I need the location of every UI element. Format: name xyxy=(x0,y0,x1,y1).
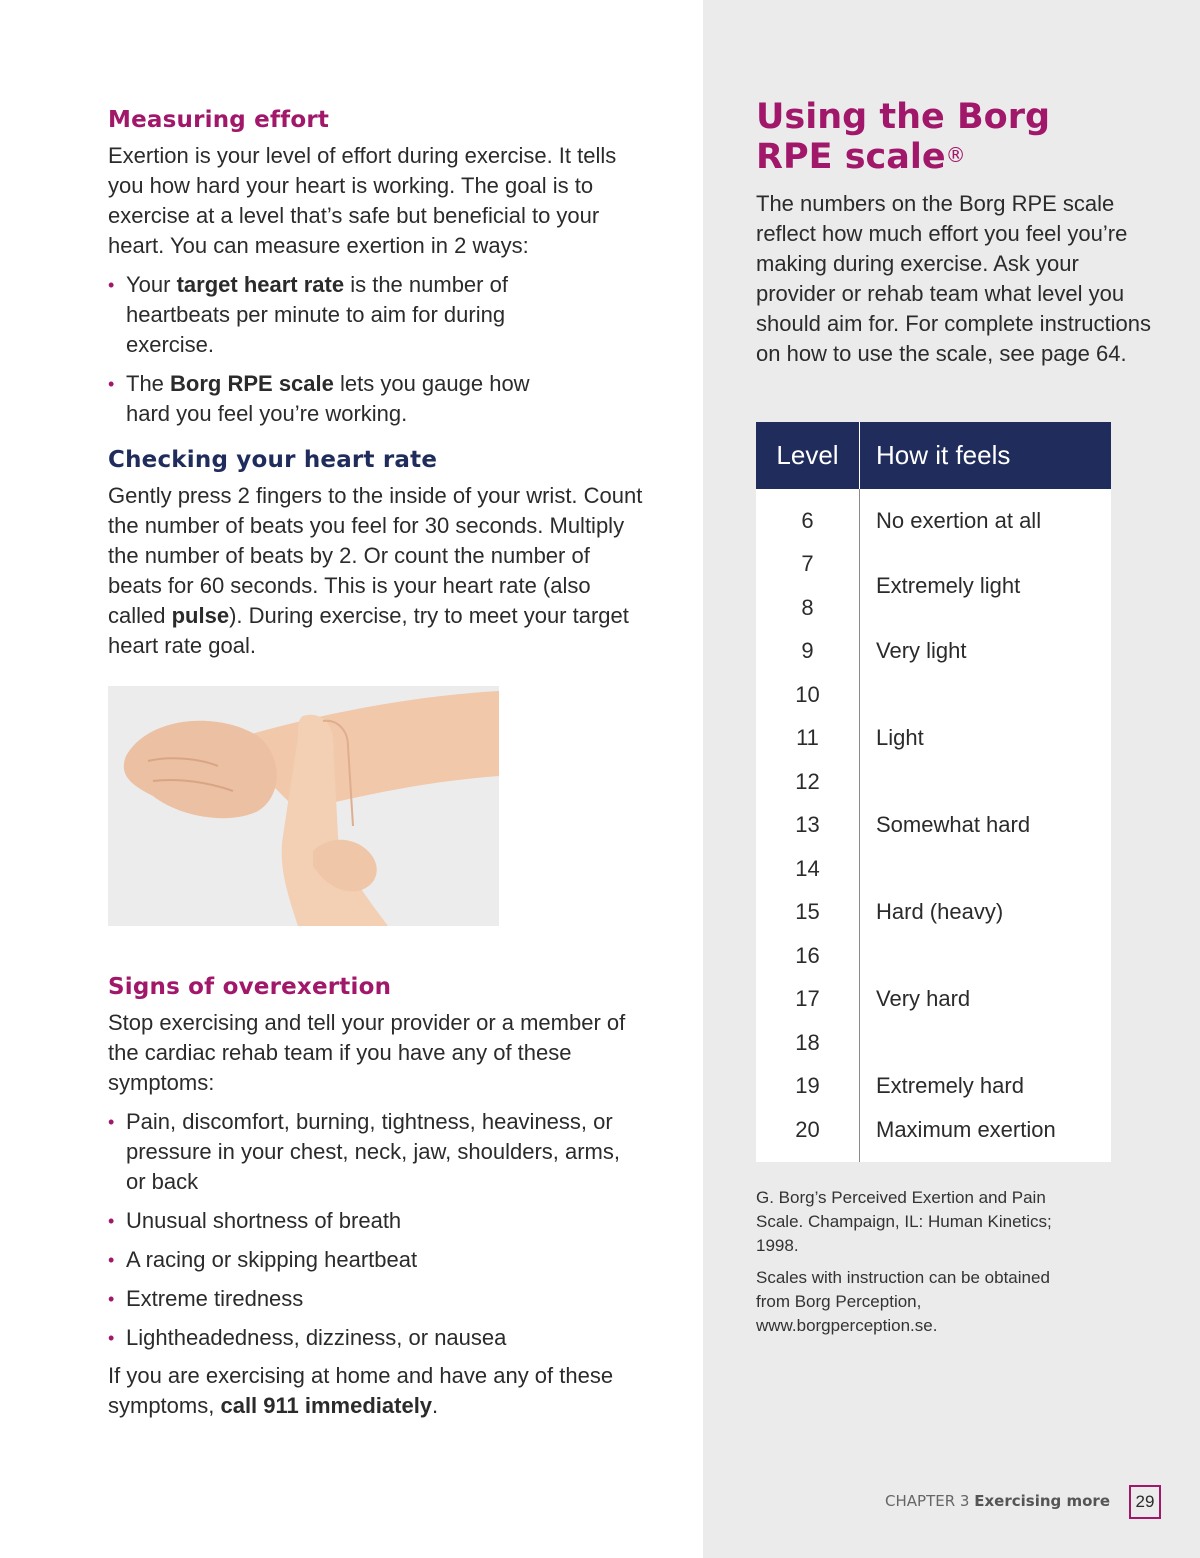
feeling-cell: Maximum exertion xyxy=(876,1117,1056,1142)
checking-heart-rate-text: Gently press 2 fingers to the inside of your wrist. Count the number of beats you feel for 30 seconds. Multiply the number of beats by 2. Or count the number of beats for 60 seconds. This is your heart rate (also called pulse). During exercise, try to meet your target heart rate goal. xyxy=(108,483,643,658)
level-cell: 19 xyxy=(795,1073,820,1098)
borg-rpe-table xyxy=(756,422,1111,1162)
checking-heart-rate-heading: Checking your heart rate xyxy=(108,447,438,473)
borg-scale-title: Using the Borg RPE scale® xyxy=(756,97,1051,177)
table-body xyxy=(756,489,1111,1162)
bullet-icon: • xyxy=(108,275,115,295)
feeling-cell: No exertion at all xyxy=(876,508,1042,533)
feeling-column-header: How it feels xyxy=(876,440,1011,470)
bullet-icon: • xyxy=(108,1211,115,1231)
list-item: • Your target heart rate is the number of heartbeats per minute to aim for during exercise. xyxy=(108,272,508,357)
registered-mark: ® xyxy=(945,143,966,167)
page-footer xyxy=(885,1492,1110,1510)
feeling-cell: Somewhat hard xyxy=(876,812,1031,837)
feeling-cell: Light xyxy=(876,725,924,750)
level-cell: 15 xyxy=(795,899,820,924)
citation xyxy=(756,1186,1056,1346)
level-cell: 10 xyxy=(795,682,820,707)
level-cell: 12 xyxy=(795,769,820,794)
right-column xyxy=(756,97,1151,369)
page-number: 29 xyxy=(1129,1485,1161,1519)
level-cell: 9 xyxy=(801,638,814,663)
level-cell: 13 xyxy=(795,812,820,837)
bullet-icon: • xyxy=(108,1112,115,1132)
list-item: • A racing or skipping heartbeat xyxy=(108,1245,648,1275)
exertion-methods-list xyxy=(108,270,648,429)
level-cell: 20 xyxy=(795,1117,820,1142)
level-cell: 11 xyxy=(796,725,819,750)
measuring-effort-heading: Measuring effort xyxy=(108,107,330,133)
borg-scale-intro: The numbers on the Borg RPE scale reflect how much effort you feel you’re making during exercise. Ask your provider or rehab team what level you should aim for. For complete instructions on how to use the scale, see page 64. xyxy=(756,191,1151,366)
bullet-icon: • xyxy=(108,374,115,394)
feeling-cell: Hard (heavy) xyxy=(876,899,1004,924)
list-item: • Pain, discomfort, burning, tightness, heaviness, or pressure in your chest, neck, jaw, shoulders, arms, or back xyxy=(108,1109,620,1194)
level-cell: 14 xyxy=(795,856,820,881)
level-cell: 7 xyxy=(801,551,814,576)
table-header xyxy=(756,422,1111,489)
feeling-cell: Very light xyxy=(876,638,967,663)
column-divider xyxy=(859,489,860,1162)
list-item: • Unusual shortness of breath xyxy=(108,1206,648,1236)
level-cell: 16 xyxy=(795,943,820,968)
symptoms-list xyxy=(108,1107,648,1353)
feeling-cell: Extremely light xyxy=(876,573,1021,598)
overexertion-heading: Signs of overexertion xyxy=(108,974,392,1000)
chapter-title: Exercising more xyxy=(974,1492,1110,1510)
level-cell: 18 xyxy=(795,1030,820,1055)
level-cell: 17 xyxy=(795,986,820,1011)
list-item: • Lightheadedness, dizziness, or nausea xyxy=(108,1323,648,1353)
bullet-icon: • xyxy=(108,1328,115,1348)
level-cell: 6 xyxy=(801,508,814,533)
citation-source: G. Borg’s Perceived Exertion and Pain Scale. Champaign, IL: Human Kinetics; 1998. xyxy=(756,1188,1052,1255)
left-column xyxy=(108,103,648,1421)
emergency-instruction: If you are exercising at home and have any of these symptoms, call 911 immediately. xyxy=(108,1363,614,1418)
bullet-icon: • xyxy=(108,1250,115,1270)
level-column-header: Level xyxy=(756,422,860,489)
citation-availability: Scales with instruction can be obtained from Borg Perception, www.borgperception.se. xyxy=(756,1268,1050,1335)
chapter-label: CHAPTER 3 xyxy=(885,1492,970,1510)
feeling-cell: Very hard xyxy=(876,986,971,1011)
level-cell: 8 xyxy=(801,595,814,620)
overexertion-text: Stop exercising and tell your provider or a member of the cardiac rehab team if you have any of these symptoms: xyxy=(108,1010,626,1095)
list-item: • Extreme tiredness xyxy=(108,1284,648,1314)
feeling-cell: Extremely hard xyxy=(876,1073,1024,1098)
wrist-pulse-photo xyxy=(108,686,499,926)
measuring-effort-text: Exertion is your level of effort during exercise. It tells you how hard your heart is working. The goal is to exercise at a level that’s safe but beneficial to your heart. You can measure exertion in 2 ways: xyxy=(108,143,617,258)
bullet-icon: • xyxy=(108,1289,115,1309)
list-item: • The Borg RPE scale lets you gauge how hard you feel you’re working. xyxy=(108,371,530,426)
